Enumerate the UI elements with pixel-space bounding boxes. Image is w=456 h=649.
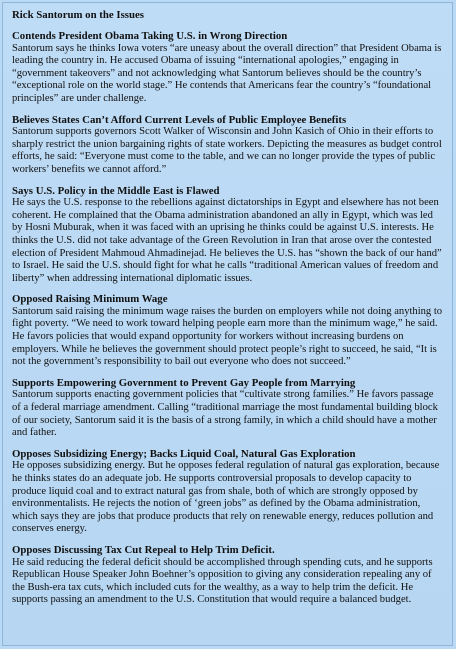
issue-body: He said reducing the federal deficit should be accomplished through spending cuts, and he supports Republican House Speaker John Boehner’s opposition to giving any consideration repealing any of the Bush-era tax cuts, which included cuts for the wealthy, as a way to help trim the deficit. He supports passing an amendment to the U.S. Constitution that would require a balanced budget. (12, 556, 433, 606)
issue-heading: Opposed Raising Minimum Wage (12, 293, 168, 306)
issue-body: Santorum says he thinks Iowa voters “are uneasy about the overall direction” that President Obama is leading the country in. He accused Obama of issuing “international apologies,” engaging in “government takeovers” and not acknowledging what Santorum believes should be the country’s “exceptional role on the world stage.” He contends that Americans fear the country’s “foundational principles” are under challenge. (12, 42, 442, 104)
issue-heading: Contends President Obama Taking U.S. in Wrong Direction (12, 30, 288, 42)
issue-heading: Supports Empowering Government to Prevent Gay People from Marrying (12, 376, 356, 389)
issue-section (12, 544, 443, 607)
issue-body: He opposes subsidizing energy. But he opposes federal regulation of natural gas exploration, because he thinks states do an adequate job. He supports controversial proposals to develop capacity to produce liquid coal and to extract natural gas from shale, both of which are strongly opposed by environmentalists. He rejects the notion of ‘green jobs” as defined by the Obama administration, which says they are jobs that produce products that rely on renewable energy, reduces pollution and conserves energy. (12, 460, 440, 535)
issue-section (12, 114, 443, 177)
page-title: Rick Santorum on the Issues (12, 9, 144, 21)
issue-body: Santorum said raising the minimum wage raises the burden on employers while not doing anything to fight poverty. “We need to work toward helping people earn more than the minimum wage,” he said. He favors policies that would expand opportunity for workers without increasing burdens on employers. While he believes the government should protect people’s right to succeed, he said, “It is not the government’s responsibility to bail out everyone who does not succeed.” (12, 305, 443, 368)
issue-body: Santorum supports governors Scott Walker of Wisconsin and John Kasich of Ohio in their efforts to sharply restrict the union bargaining rights of state workers. Depicting the measures as budget control efforts, he said: “Everyone must come to the table, and we can no longer provide the types of public workers’ benefits we cannot afford.” (12, 126, 442, 175)
issue-body: He says the U.S. response to the rebellions against dictatorships in Egypt and elsewhere has not been coherent. He complained that the Obama administration abandoned an ally in Egypt, which was led by Hosni Muburak, when it was faced with an uprising he thinks could be against U.S. interests. He thinks the U.S. did not take advantage of the Green Revolution in Iran that arose over the contested election of President Mahmoud Ahmadinejad. He believes the U.S. has “shown the back of our hand” to Israel. He said the U.S. should fight for what he calls “traditional American values of freedom and liberty” when addressing international diplomatic issues. (12, 197, 442, 284)
issue-section (12, 377, 443, 440)
issue-heading: Believes States Can’t Afford Current Levels of Public Employee Benefits (12, 113, 347, 126)
issues-panel (2, 2, 453, 646)
issue-heading: Says U.S. Policy in the Middle East is Flawed (12, 184, 220, 197)
issue-section (12, 30, 443, 106)
issue-section (12, 448, 443, 536)
issue-heading: Opposes Subsidizing Energy; Backs Liquid Coal, Natural Gas Exploration (12, 447, 356, 460)
issue-section (12, 185, 443, 286)
issue-section (12, 293, 443, 369)
issue-heading: Opposes Discussing Tax Cut Repeal to Help Trim Deficit. (12, 543, 275, 556)
issue-body: Santorum supports enacting government policies that “cultivate strong families.” He favors passage of a federal marriage amendment. Calling “traditional marriage the most fundamental building block of our society, Santorum said it is the basis of a strong family, in which a child should have a mother and father. (12, 389, 438, 439)
